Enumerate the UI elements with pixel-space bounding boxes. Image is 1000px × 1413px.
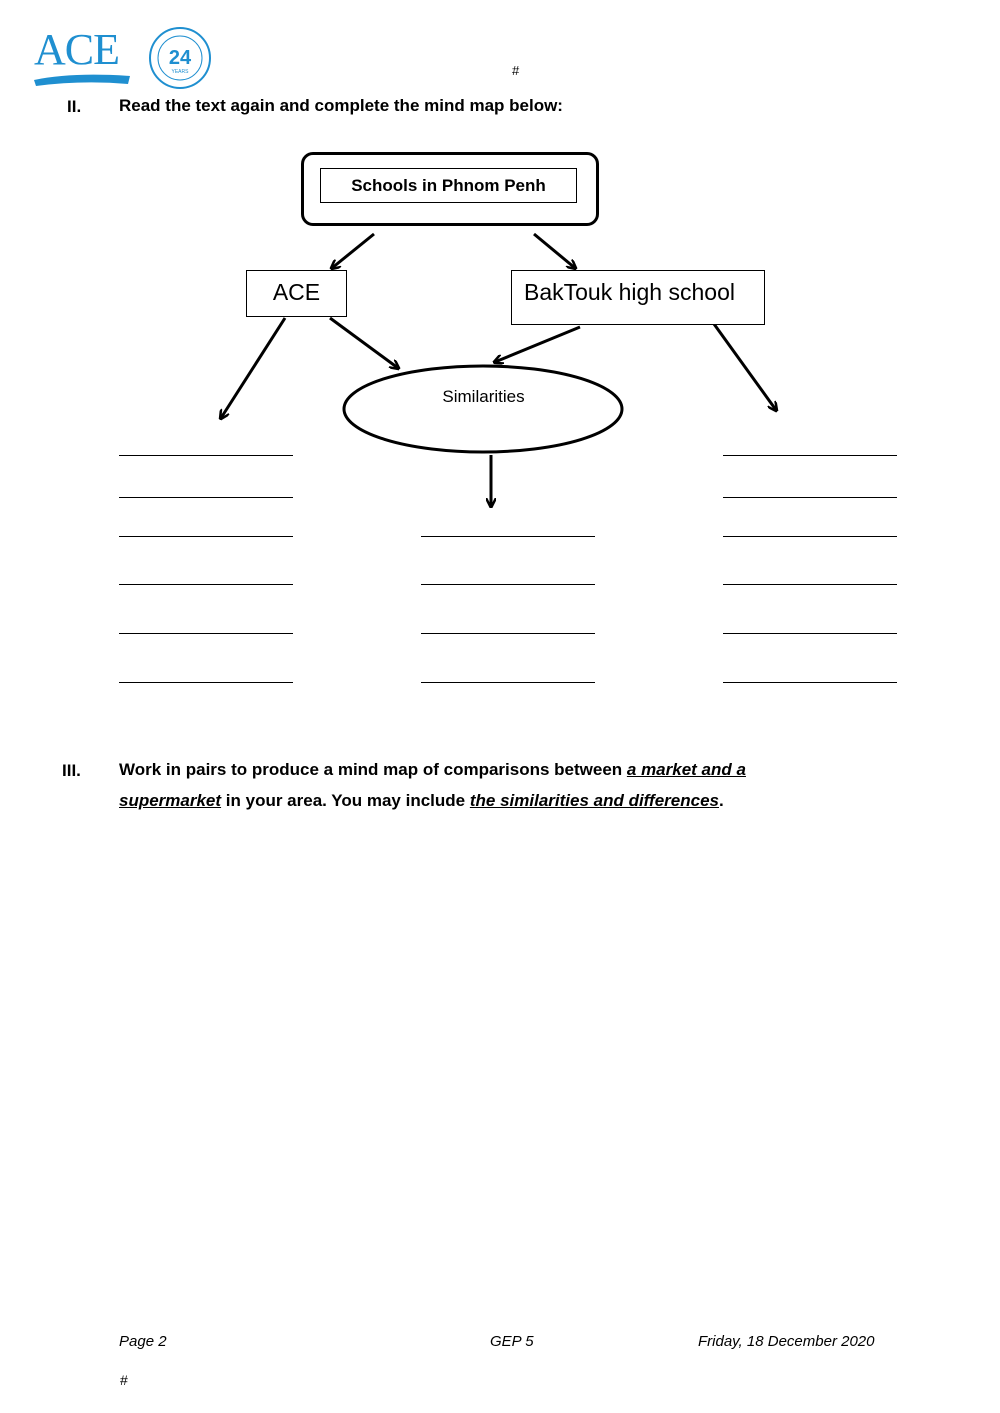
answer-blank[interactable]	[119, 536, 293, 537]
answer-blank[interactable]	[421, 536, 595, 537]
answer-blank[interactable]	[723, 633, 897, 634]
root-node: Schools in Phnom Penh	[320, 168, 577, 203]
footer-date: Friday, 18 December 2020	[698, 1333, 875, 1350]
ace-node: ACE	[246, 270, 347, 317]
section-3-text-3: .	[718, 791, 724, 810]
badge-sub: YEARS	[171, 69, 189, 75]
answer-blank[interactable]	[119, 497, 293, 498]
answer-blank[interactable]	[723, 536, 897, 537]
answer-blank[interactable]	[723, 455, 897, 456]
section-3-number: III.	[62, 761, 81, 780]
section-3-text-2: in your area. You may include	[221, 791, 470, 810]
hash-mark-bottom: #	[120, 1372, 128, 1388]
section-3-emphasis-1: a market and a	[626, 760, 746, 779]
answer-blank[interactable]	[421, 584, 595, 585]
answer-blank[interactable]	[723, 682, 897, 683]
baktouk-node: BakTouk high school	[511, 270, 765, 325]
arrow-root-to-baktouk	[534, 234, 575, 268]
section-3-instruction	[119, 754, 839, 816]
section-2-number: II.	[67, 97, 82, 116]
arrow-baktouk-to-similarities	[495, 327, 580, 362]
answer-blank[interactable]	[119, 682, 293, 683]
arrow-ace-to-similarities	[330, 318, 398, 368]
footer-page: Page 2	[119, 1333, 167, 1350]
answer-blank[interactable]	[119, 584, 293, 585]
arrow-baktouk-to-right	[714, 324, 776, 410]
section-3-emphasis-3: the similarities and differences	[469, 791, 719, 810]
footer-course: GEP 5	[490, 1333, 534, 1350]
section-3-emphasis-2: supermarket	[119, 791, 222, 810]
arrow-ace-to-left	[221, 318, 285, 418]
answer-blank[interactable]	[723, 584, 897, 585]
answer-blank[interactable]	[119, 633, 293, 634]
section-3-text-1: Work in pairs to produce a mind map of comparisons between	[119, 760, 627, 779]
answer-blank[interactable]	[723, 497, 897, 498]
section-2-instruction: Read the text again and complete the mind map below:	[119, 96, 563, 115]
answer-blank[interactable]	[421, 682, 595, 683]
badge-years: 24	[168, 47, 192, 69]
answer-blank[interactable]	[119, 455, 293, 456]
hash-mark-top: #	[512, 63, 520, 78]
similarities-ellipse	[344, 366, 622, 452]
answer-blank[interactable]	[421, 633, 595, 634]
arrow-root-to-ace	[332, 234, 374, 268]
ace-logo: ACE	[34, 25, 119, 74]
similarities-label: Similarities	[442, 387, 525, 406]
